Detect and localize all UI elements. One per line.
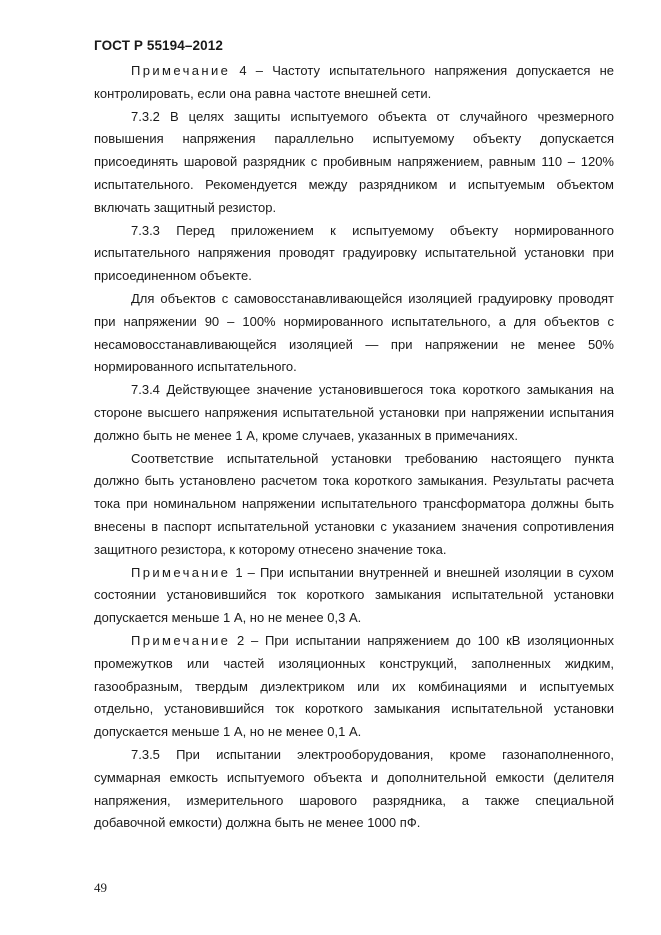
note-paragraph: [94, 630, 614, 744]
note-label: Примечание: [131, 564, 231, 580]
paragraph: [94, 448, 614, 562]
paragraph: [94, 106, 614, 220]
note-paragraph: [94, 562, 614, 630]
document-header: ГОСТ Р 55194–2012: [94, 38, 223, 53]
paragraph-text: 7.3.5 При испытании электрооборудования, кроме газонаполненного, суммарная емкость испытуемого объекта и дополнительной емкости (делителя напряжения, измерительного шарового разрядника, а также специальной добавочной емкости) должна быть не менее 1000 пФ.: [94, 746, 614, 831]
paragraph-text: 7.3.2 В целях защиты испытуемого объекта от случайного чрезмерного повышения напряжения параллельно испытуемому объекту допускается присоединять шаровой разрядник с пробивным напряжением, равным 110 – 120% испытательного. Рекомендуется между разрядником и испытуемым объектом включать защитный резистор.: [94, 108, 614, 215]
paragraph: [94, 220, 614, 288]
note-paragraph: [94, 60, 614, 106]
paragraph: [94, 288, 614, 379]
paragraph-text: 2 – При испытании напряжением до 100 кВ изоляционных промежутков или частей изоляционных конструкций, заполненных жидким, газообразным, твердым диэлектриком или их комбинациями и испытуемых отдельно, установившийся ток короткого замыкания испытательной установки допускается меньше 1 А, но не менее 0,1 А.: [94, 632, 614, 740]
paragraph-text: Соответствие испытательной установки требованию настоящего пункта должно быть установлено расчетом тока короткого замыкания. Результаты расчета тока при номинальном напряжении испытательного трансформатора должны быть внесены в паспорт испытательной установки с указанием значения сопротивления защитного резистора, к которому отнесено значение тока.: [94, 450, 614, 557]
note-label: Примечание: [131, 63, 231, 78]
paragraph-text: 7.3.3 Перед приложением к испытуемому объекту нормированного испытательного напряжения проводят градуировку испытательной установки при присоединенном объекте.: [94, 222, 614, 284]
paragraph: [94, 379, 614, 447]
paragraph-text: 4 – Частоту испытательного напряжения допускается не контролировать, если она равна частоте внешней сети.: [94, 63, 614, 101]
paragraph-text: Для объектов с самовосстанавливающейся изоляцией градуировку проводят при напряжении 90 – 100% нормированного испытательного, а для объектов с несамовосстанавливающейся изоляцией — при напряжении не менее 50% нормированного испытательного.: [94, 290, 614, 375]
note-label: Примечание: [131, 632, 231, 648]
paragraph-text: 7.3.4 Действующее значение установившегося тока короткого замыкания на стороне высшего напряжения испытательной установки при напряжении испытания должно быть не менее 1 А, кроме случаев, указанных в примечаниях.: [94, 382, 614, 443]
document-body: [94, 60, 614, 835]
paragraph-text: 1 – При испытании внутренней и внешней изоляции в сухом состоянии установившийся ток короткого замыкания испытательной установки допускается меньше 1 А, но не менее 0,3 А.: [94, 564, 614, 626]
page-number: 49: [94, 880, 107, 895]
paragraph: [94, 744, 614, 835]
